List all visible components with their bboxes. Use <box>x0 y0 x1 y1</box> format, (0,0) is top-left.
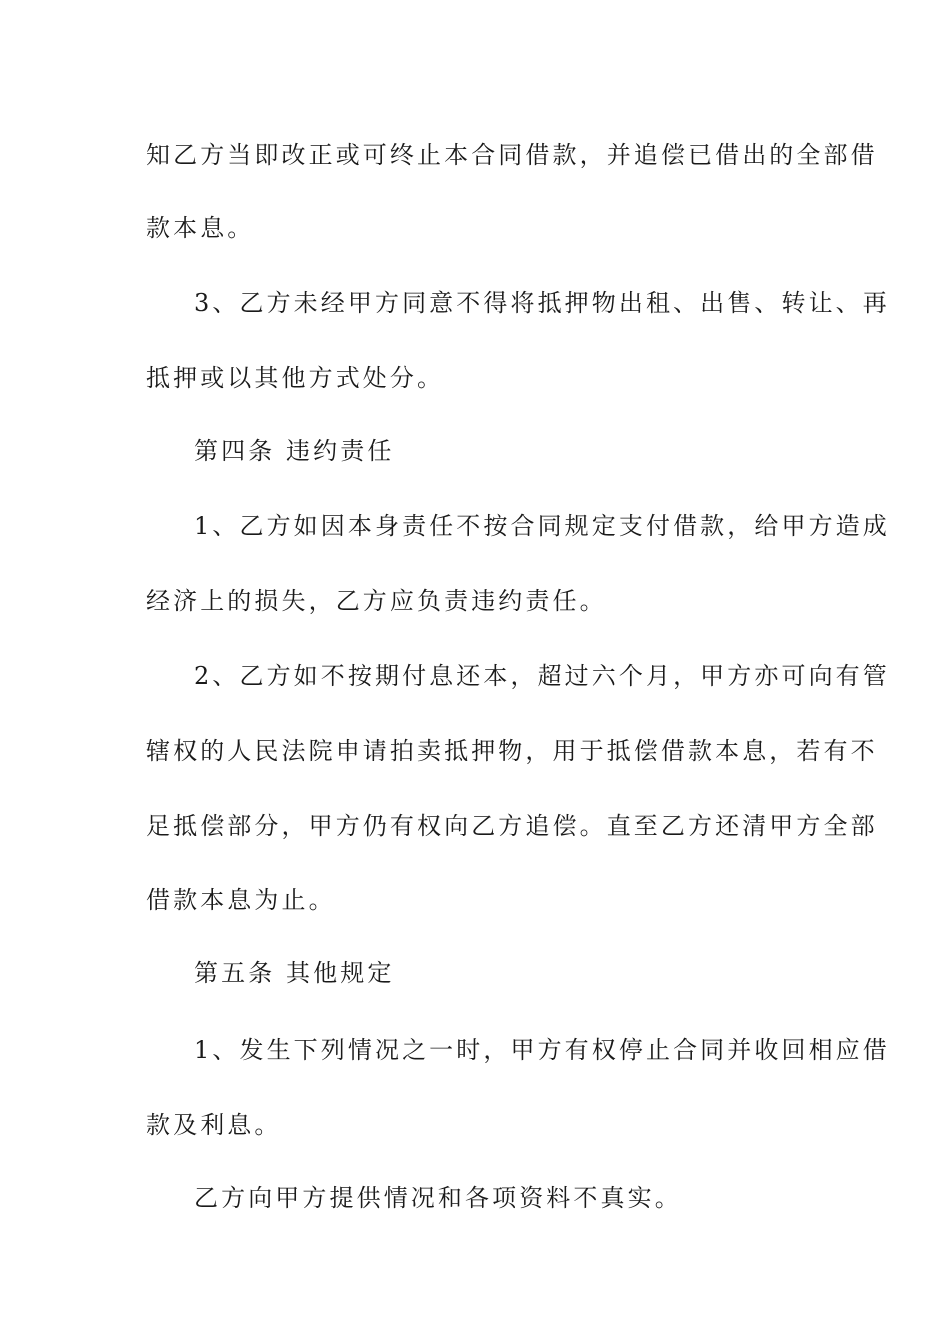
paragraph-line: 款本息。 <box>146 214 255 242</box>
paragraph-line: 足抵偿部分，甲方仍有权向乙方追偿。直至乙方还清甲方全部 <box>146 812 878 840</box>
paragraph-line: 乙方向甲方提供情况和各项资料不真实。 <box>194 1184 682 1212</box>
paragraph-line: 辖权的人民法院申请拍卖抵押物，用于抵偿借款本息，若有不 <box>146 737 878 765</box>
paragraph-line: 款及利息。 <box>146 1111 282 1139</box>
paragraph-line: 经济上的损失，乙方应负责违约责任。 <box>146 587 607 615</box>
paragraph-line: 抵押或以其他方式处分。 <box>146 364 445 392</box>
clause-1-line: 1、乙方如因本身责任不按合同规定支付借款，给甲方造成 <box>194 512 890 540</box>
clause-1-line: 1、发生下列情况之一时，甲方有权停止合同并收回相应借 <box>194 1036 890 1064</box>
article-4-heading: 第四条 违约责任 <box>194 437 395 465</box>
clause-3-line: 3、乙方未经甲方同意不得将抵押物出租、出售、转让、再 <box>194 289 890 317</box>
paragraph-line: 借款本息为止。 <box>146 886 336 914</box>
paragraph-line: 知乙方当即改正或可终止本合同借款，并追偿已借出的全部借 <box>146 141 878 169</box>
article-5-heading: 第五条 其他规定 <box>194 959 395 987</box>
clause-2-line: 2、乙方如不按期付息还本，超过六个月，甲方亦可向有管 <box>194 662 890 690</box>
